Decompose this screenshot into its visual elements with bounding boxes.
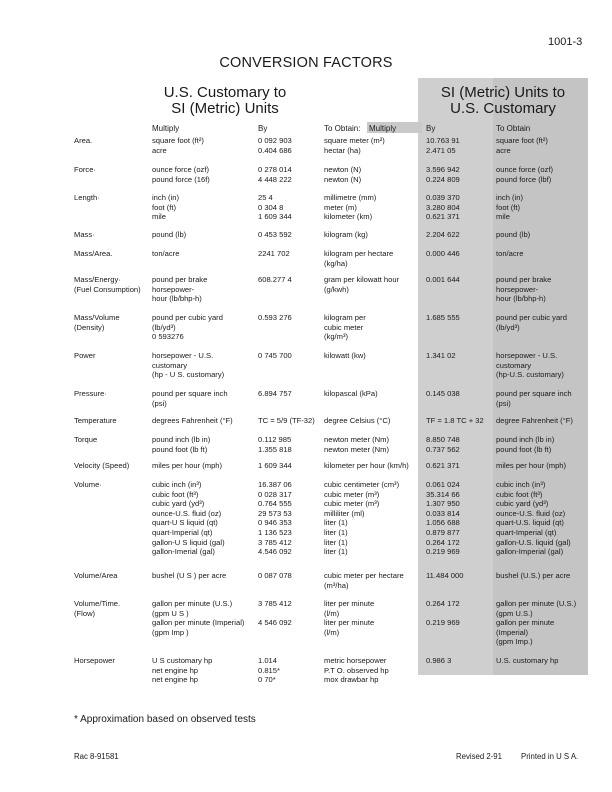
category-label: Volume/Time. (Flow) [74, 599, 121, 618]
obtain-unit: kilogram per cubic meter (kg/m³) [324, 313, 366, 342]
footer-printed: Printed in U S A. [521, 752, 579, 761]
reverse-factor: 3.596 942 0.224 809 [426, 165, 460, 184]
reverse-factor: 0.986 3 [426, 656, 452, 665]
by-factor: 25 4 0 304 8 1 609 344 [258, 193, 292, 222]
category-label: Pressure· [74, 389, 107, 398]
multiply-unit: pound per cubic yard (lb/yd³) 0 593276 [152, 313, 223, 342]
by-factor: 0 087 078 [258, 571, 292, 580]
obtain-unit: metric horsepower P.T O. observed hp mox drawbar hp [324, 656, 389, 685]
category-label: Horsepower [74, 656, 115, 665]
reverse-obtain-unit: gallon per minute (U.S.) (gpm U.S.) gallon per minute (Imperial) (gpm Imp.) [496, 599, 577, 647]
by-factor: 0 453 592 [258, 230, 292, 239]
by-factor: 1 609 344 [258, 461, 292, 470]
reverse-factor: 2.204 622 [426, 230, 460, 239]
multiply-unit: inch (in) foot (ft) mile [152, 193, 180, 222]
obtain-unit: square meter (m²) hectar (ha) [324, 136, 385, 155]
multiply-unit: U S customary hp net engine hp net engine hp [152, 656, 213, 685]
multiply-unit: square foot (ft²) acre [152, 136, 204, 155]
reverse-obtain-unit: square foot (ft²) acre [496, 136, 548, 155]
by-factor: TC = 5/9 (TF-32) [258, 416, 315, 425]
by-factor: 0 745 700 [258, 351, 292, 360]
left-heading-line-2: SI (Metric) Units [171, 100, 279, 117]
reverse-obtain-unit: pound per square inch (psi) [496, 389, 572, 408]
reverse-factor: 0.621 371 [426, 461, 460, 470]
category-label: Temperature [74, 416, 117, 425]
multiply-unit: miles per hour (mph) [152, 461, 223, 470]
by-factor: 1.014 0.815* 0 70* [258, 656, 280, 685]
obtain-unit: kilogram (kg) [324, 230, 368, 239]
multiply-unit: horsepower - U.S. customary (hp - U S. customary) [152, 351, 225, 380]
obtain-unit: gram per kilowatt hour (g/kwh) [324, 275, 400, 294]
multiply-unit: gallon per minute (U.S.) (gpm U S ) gallon per minute (Imperial) (gpm Imp ) [152, 599, 245, 637]
reverse-factor: 8.850 748 0.737 562 [426, 435, 460, 454]
category-label: Mass/Energy· (Fuel Consumption) [74, 275, 141, 294]
multiply-unit: cubic inch (in³) cubic foot (ft³) cubic yard (yd³) ounce-U.S. fluid (oz) quart-U S liquid (qt) quart-Imperial (qt) gallon-U S liquid (gal) gallon-Imerial (gal) [152, 480, 225, 557]
reverse-obtain-unit: pound per cubic yard (lb/yd³) [496, 313, 567, 332]
category-label: Length· [74, 193, 100, 202]
category-label: Mass· [74, 230, 95, 239]
obtain-unit: millimetre (mm) meter (m) kilometer (km) [324, 193, 377, 222]
reverse-obtain-unit: pound per brake horsepower- hour (lb/bhp-h) [496, 275, 552, 304]
by-factor: 0 278 014 4 448 222 [258, 165, 292, 184]
obtain-unit: kilopascal (kPa) [324, 389, 378, 398]
reverse-obtain-unit: pound (lb) [496, 230, 531, 239]
reverse-obtain-unit: inch (in) foot (ft) mile [496, 193, 524, 222]
by-factor: 0.593 276 [258, 313, 292, 322]
multiply-unit: pound (lb) [152, 230, 187, 239]
by-factor: 608.277 4 [258, 275, 292, 284]
reverse-factor: 0.145 038 [426, 389, 460, 398]
reverse-factor: 11.484 000 [426, 571, 464, 580]
category-label: Force· [74, 165, 96, 174]
obtain-unit: newton (N) newton (N) [324, 165, 362, 184]
reverse-obtain-unit: degree Fahrenheit (°F) [496, 416, 573, 425]
multiply-unit: pound per brake horsepower- hour (lb/bhp-h) [152, 275, 208, 304]
reverse-factor: 0.000 446 [426, 249, 460, 258]
obtain-unit: kilowatt (kw) [324, 351, 366, 360]
multiply-unit: pound per square inch (psi) [152, 389, 228, 408]
reverse-obtain-unit: ounce force (ozf) pound force (lbf) [496, 165, 553, 184]
obtain-unit: cubic centimeter (cm³) cubic meter (m³) cubic meter (m³) milliliter (ml) liter (1) liter (1) liter (1) liter (1) [324, 480, 400, 557]
by-factor: 6.894 757 [258, 389, 292, 398]
by-right-header: By [426, 124, 436, 133]
obtain-unit: kilogram per hectare (kg/ha) [324, 249, 394, 268]
category-label: Power [74, 351, 96, 360]
reverse-obtain-unit: pound inch (lb in) pound foot (lb ft) [496, 435, 555, 454]
category-label: Mass/Volume (Density) [74, 313, 120, 332]
category-label: Mass/Area. [74, 249, 113, 258]
reverse-factor: 0.061 024 35.314 66 1.307 950 0.033 814 1.056 688 0.879 877 0.264 172 0.219 969 [426, 480, 460, 557]
obtain-unit: newton meter (Nm) newton meter (Nm) [324, 435, 389, 454]
reverse-factor: 0.039 370 3.280 804 0.621 371 [426, 193, 460, 222]
by-header: By [258, 124, 268, 133]
reverse-obtain-unit: ton/acre [496, 249, 524, 258]
right-heading-line-1: SI (Metric) Units to [440, 84, 566, 101]
reverse-factor: TF = 1.8 TC + 32 [426, 416, 484, 425]
reverse-obtain-unit: cubic inch (in³) cubic foot (ft³) cubic yard (yd³) ounce-U.S. fluid (oz) quart-U.S. liquid (qt) quart-Imperial (qt) gallon-U.S. liquid (gal) gallon-Imperial (gal) [496, 480, 571, 557]
by-factor: 0 092 903 0.404 686 [258, 136, 292, 155]
reverse-factor: 10.763 91 2.471 05 [426, 136, 460, 155]
category-label: Volume· [74, 480, 102, 489]
category-label: Torque [74, 435, 98, 444]
footer-doc-id: Rac 8-91581 [74, 752, 119, 761]
obtain-unit: kilometer per hour (km/h) [324, 461, 409, 470]
multiply-header: Multiply [152, 124, 180, 133]
multiply-unit: ounce force (ozf) pound force (16f) [152, 165, 210, 184]
reverse-obtain-unit: U.S. customary hp [496, 656, 559, 665]
by-factor: 16.387 06 0 028 317 0.764 555 29 573 53 0 946 353 1 136 523 3 785 412 4.546 092 [258, 480, 292, 557]
multiply-unit: degrees Fahrenheit (°F) [152, 416, 233, 425]
reverse-obtain-unit: bushel (U.S.) per acre [496, 571, 571, 580]
by-factor: 0.112 985 1.355 818 [258, 435, 292, 454]
reverse-factor: 1.341 02 [426, 351, 456, 360]
reverse-obtain-unit: horsepower - U.S. customary (hp-U.S. customary) [496, 351, 564, 380]
multiply-unit: ton/acre [152, 249, 180, 258]
left-heading-line-1: U.S. Customary to [163, 84, 287, 101]
multiply-right-header: Multiply [369, 124, 397, 133]
footer-revised: Revised 2-91 [456, 752, 502, 761]
reverse-factor: 1.685 555 [426, 313, 460, 322]
to-obtain-header: To Obtain: [324, 124, 361, 133]
multiply-unit: bushel (U S ) per acre [152, 571, 227, 580]
by-factor: 3 785 412 4 546 092 [258, 599, 292, 628]
page-number: 1001-3 [548, 36, 583, 48]
by-factor: 2241 702 [258, 249, 290, 258]
page-title: CONVERSION FACTORS [219, 55, 393, 71]
reverse-factor: 0.001 644 [426, 275, 460, 284]
to-obtain-right-header: To Obtain [496, 124, 531, 133]
right-heading-line-2: U.S. Customary [450, 100, 556, 117]
obtain-unit: degree Celsius (°C) [324, 416, 391, 425]
reverse-factor: 0.264 172 0.219 969 [426, 599, 460, 628]
reverse-obtain-unit: miles per hour (mph) [496, 461, 567, 470]
category-label: Area. [74, 136, 93, 145]
multiply-unit: pound inch (lb in) pound foot (lb ft) [152, 435, 211, 454]
footnote: * Approximation based on observed tests [74, 714, 256, 725]
category-label: Velocity (Speed) [74, 461, 130, 470]
obtain-unit: liter per minute (l/m) liter per minute (l/m) [324, 599, 375, 637]
category-label: Volume/Area [74, 571, 118, 580]
obtain-unit: cubic meter per hectare (m³/ha) [324, 571, 404, 590]
